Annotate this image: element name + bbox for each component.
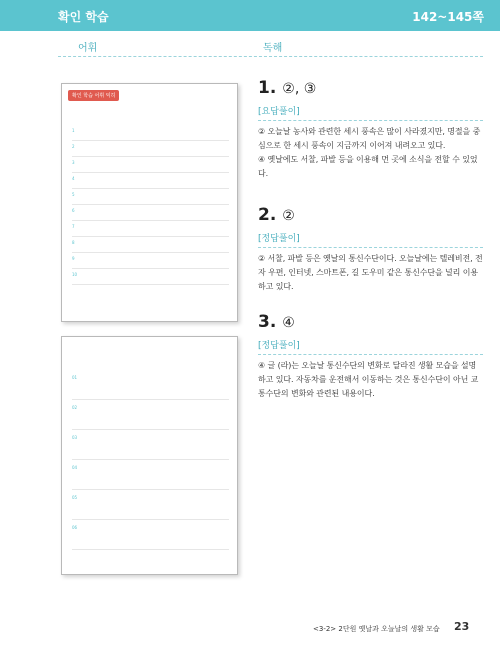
- question-number: 06: [72, 525, 78, 530]
- answer-choice: ④: [282, 315, 295, 331]
- section-tabs: [0, 31, 500, 57]
- worksheet-question: [72, 463, 229, 490]
- page-title: 확인 학습: [58, 10, 109, 24]
- tab-reading: 독해: [263, 43, 283, 54]
- question-number: 03: [72, 435, 78, 440]
- worksheet-row: [72, 126, 229, 141]
- question-number: 01: [72, 375, 78, 380]
- answer-block-3: [258, 312, 483, 401]
- worksheet-row: [72, 206, 229, 221]
- worksheet-question: [72, 523, 229, 550]
- question-number: 04: [72, 465, 78, 470]
- explanation-label: [정답풀이]: [258, 231, 483, 248]
- worksheet-row: [72, 174, 229, 189]
- worksheet-row: [72, 238, 229, 253]
- worksheet-row: [72, 142, 229, 157]
- tab-divider: [58, 56, 483, 57]
- row-number: 9: [72, 256, 75, 261]
- worksheet-row: [72, 270, 229, 285]
- unit-footer: <3-2> 2단원 옛날과 오늘날의 생활 모습: [313, 625, 440, 633]
- row-number: 5: [72, 192, 75, 197]
- worksheet-question: [72, 433, 229, 460]
- worksheet-row: [72, 254, 229, 269]
- answer-number: 3.: [258, 312, 277, 332]
- page-number: 23: [454, 620, 470, 633]
- answer-heading: [258, 78, 483, 102]
- row-number: 4: [72, 176, 75, 181]
- worksheet-question: [72, 493, 229, 520]
- worksheet-row: [72, 222, 229, 237]
- row-number: 7: [72, 224, 75, 229]
- question-number: 05: [72, 495, 78, 500]
- worksheet-badge: 확인 학습 어휘 익히: [68, 90, 119, 101]
- reading-worksheet-thumbnail: [61, 336, 238, 575]
- explanation-label: [요답풀이]: [258, 104, 483, 121]
- answer-choice: ②, ③: [282, 81, 317, 97]
- explanation-label: [정답풀이]: [258, 338, 483, 355]
- explanation-text: ② 오늘날 농사와 관련한 세시 풍속은 많이 사라졌지만, 명절을 중심으로 한 세시 풍속이 지금까지 이어져 내려오고 있다. ④ 옛날에도 서찰, 파발 등을 이용해 먼 곳에 소식을 전할 수 있었다.: [258, 127, 481, 178]
- worksheet-row: [72, 158, 229, 173]
- answer-heading: [258, 205, 483, 229]
- worksheet-row: [72, 190, 229, 205]
- answer-block-2: [258, 205, 483, 294]
- worksheet-question: [72, 403, 229, 430]
- row-number: 8: [72, 240, 75, 245]
- answer-heading: [258, 312, 483, 336]
- worksheet-question: [72, 373, 229, 400]
- answer-number: 2.: [258, 205, 277, 225]
- explanation-text: ④ 글 (라)는 오늘날 통신수단의 변화로 달라진 생활 모습을 설명하고 있다. 자동차를 운전해서 이동하는 것은 통신수단이 아닌 교통수단의 변화와 관련된 내용이다.: [258, 361, 479, 398]
- row-number: 1: [72, 128, 75, 133]
- answer-block-1: [258, 78, 483, 181]
- tab-vocabulary: 어휘: [78, 43, 98, 54]
- row-number: 6: [72, 208, 75, 213]
- explanation-text: ② 서찰, 파발 등은 옛날의 통신수단이다. 오늘날에는 텔레비전, 전자 우편, 인터넷, 스마트폰, 길 도우미 같은 통신수단을 널리 이용하고 있다.: [258, 254, 483, 291]
- answer-choice: ②: [282, 208, 295, 224]
- row-number: 3: [72, 160, 75, 165]
- page-range: 142~145쪽: [412, 10, 484, 24]
- row-number: 2: [72, 144, 75, 149]
- vocab-worksheet-thumbnail: [61, 83, 238, 322]
- answer-number: 1.: [258, 78, 277, 98]
- question-number: 02: [72, 405, 78, 410]
- row-number: 10: [72, 272, 78, 277]
- header-bar: [0, 0, 500, 31]
